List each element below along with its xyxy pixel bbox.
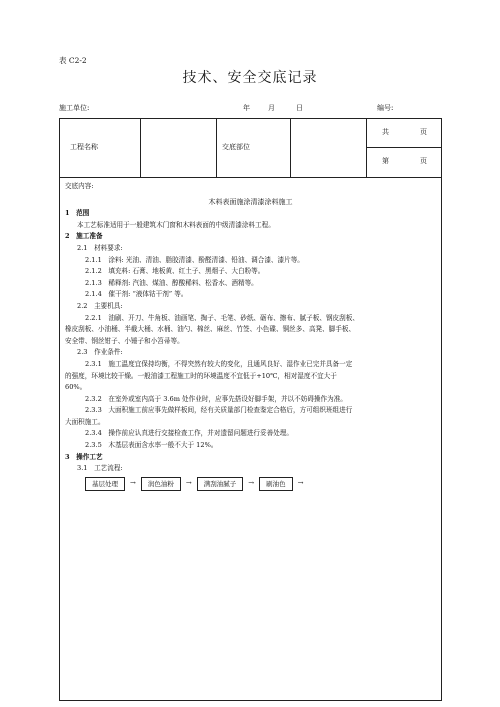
flow-step: 基层处理 — [85, 477, 125, 491]
content-line: 2.1.2 填充料: 石膏、地板黄、红土子、黑烟子、大白粉等。 — [85, 267, 265, 276]
nth-page-label: 页 — [420, 157, 427, 165]
content-line: 橡皮刮板、小油桶、半截大桶、水桶、油勺、棉丝、麻丝、竹签、小色碟、铜丝多、高凳、脚手板、 — [65, 325, 356, 334]
total-page-label: 页 — [420, 128, 427, 136]
name-section-divider — [216, 118, 217, 177]
flow-step: 刷油色 — [259, 477, 293, 491]
content-lines — [65, 208, 436, 475]
flow-arrow-icon: → — [130, 479, 136, 488]
content-line: 大面积施工。 — [65, 417, 105, 426]
content-line: 2.1.1 涂料: 光油、清油、脂胶清漆、酚醛清漆、铅油、调合漆、漆片等。 — [85, 255, 304, 264]
content-line: 2.1.3 稀释剂: 汽油、煤油、醇酸稀料、松香水、酒精等。 — [85, 278, 258, 287]
form-code: 表 C2-2 — [59, 56, 87, 65]
content-intro: 交底内容: — [65, 182, 94, 190]
content-line: 2.2.1 油刷、开刀、牛角板、油画笔、掏子、毛笔、砂纸、砺布、擦布、腻子板、钢皮刮板、 — [85, 313, 359, 322]
flow-arrow-icon: → — [297, 479, 304, 488]
content-line: 2.3.3 大面积施工前应事先做样板间，经有关质量部门检查鉴定合格后，方可组织班组进行 — [85, 406, 353, 415]
content-line: 3.1 工艺流程: — [77, 464, 123, 473]
total-label: 共 — [382, 128, 389, 136]
section-value-divider — [290, 118, 291, 177]
section-heading: 2 施工准备 — [65, 232, 103, 241]
content-line: 2.3 作业条件: — [77, 348, 123, 357]
content-line: 2.3.5 木基层表面含水率一般不大于 12%。 — [85, 441, 218, 450]
flow-arrow-icon: → — [248, 479, 255, 488]
handover-content — [59, 178, 442, 491]
number-label: 编号: — [377, 104, 394, 112]
content-line: 2.2 主要机具: — [77, 301, 123, 310]
process-flow — [85, 477, 436, 491]
month-label: 月 — [268, 104, 275, 112]
handover-section-label: 交底部位 — [222, 143, 250, 151]
day-label: 日 — [296, 104, 303, 112]
content-line: 2.3.2 在室外或室内高于 3.6m 处作业时，应事先搭设好脚手架，并以不妨碍操作为准。 — [85, 394, 347, 403]
content-line: 安全带、钢丝钳子、小锤子和小笤帚等。 — [65, 336, 184, 345]
content-line: 2.3.4 操作前应认真进行交接检查工作，并对遗留问题进行妥善处理。 — [85, 429, 293, 438]
project-name-label: 工程名称 — [70, 143, 98, 151]
flow-step: 润色油粉 — [141, 477, 181, 491]
document-title: 技术、安全交底记录 — [182, 70, 318, 86]
flow-step: 满刮油腻子 — [197, 477, 244, 491]
content-line: 2.1 材料要求: — [77, 243, 123, 252]
content-line: 2.1.4 催干剂: “液体钴干剂” 等。 — [85, 290, 188, 299]
page-cell-mid-divider — [366, 147, 442, 148]
nth-label: 第 — [382, 157, 389, 165]
content-line: 本工艺标准适用于一般建筑木门窗和木料表面的中级清漆涂料工程。 — [77, 220, 275, 229]
construction-unit-label: 施工单位: — [59, 104, 90, 112]
content-subtitle: 木料表面施涂清漆涂料施工 — [208, 197, 293, 206]
flow-arrow-icon: → — [185, 479, 192, 488]
section-heading: 1 范围 — [65, 209, 90, 218]
content-line: 60%。 — [65, 383, 87, 392]
name-value-divider — [140, 118, 141, 177]
section-heading: 3 操作工艺 — [65, 452, 103, 461]
year-label: 年 — [243, 104, 250, 112]
content-line: 2.3.1 施工温度宜保持均衡，不得突然有较大的变化，且通风良好、湿作业已完并具备一定 — [85, 359, 353, 368]
content-line: 的强度，环境比较干燥。一般油漆工程施工时的环境温度不宜低于+10℃，相对湿度不宜大于 — [65, 371, 337, 380]
